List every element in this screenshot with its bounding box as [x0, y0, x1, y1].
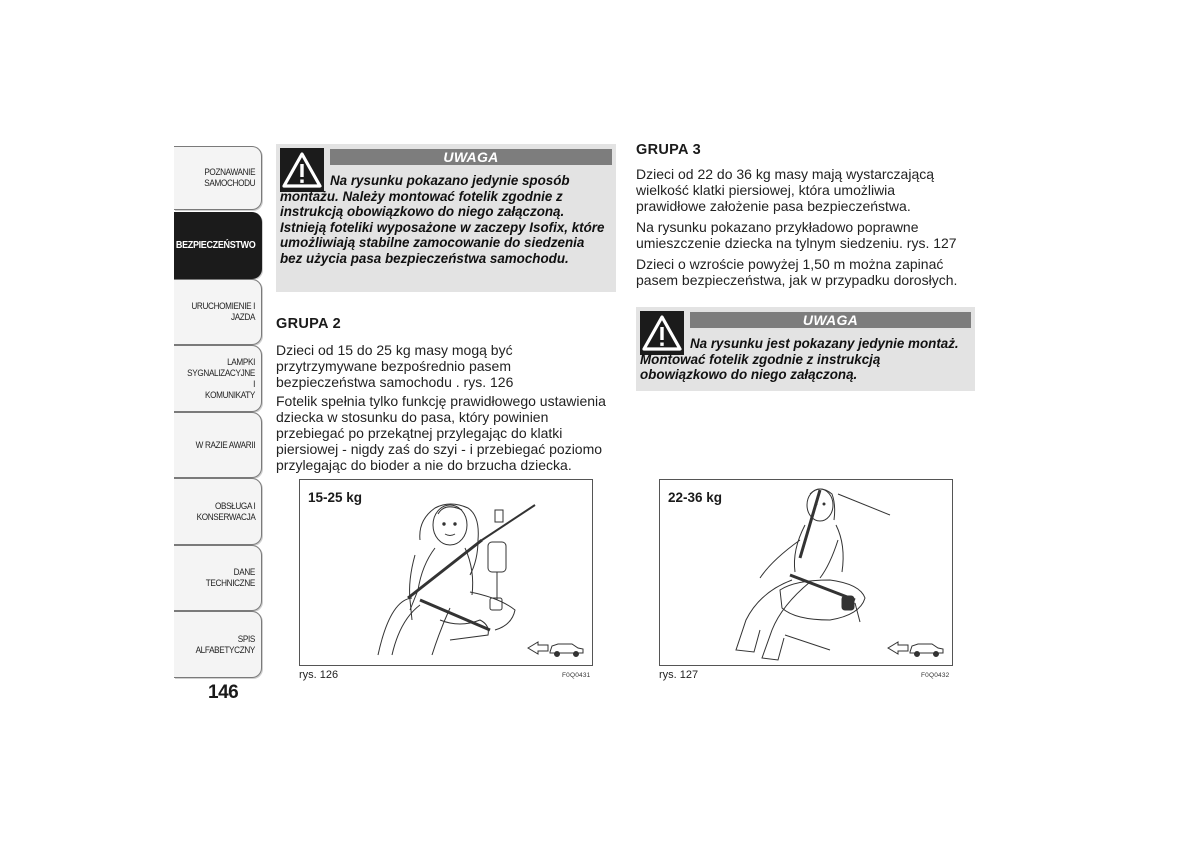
tab-dane-techniczne[interactable]: [174, 545, 262, 611]
section-heading-grupa-3: GRUPA 3: [636, 142, 701, 158]
tab-label: W RAZIE AWARII: [195, 439, 255, 451]
warning-box-left: [276, 144, 616, 292]
figure-weight-label: 15-25 kg: [308, 490, 363, 505]
figure-caption: rys. 126: [299, 669, 339, 681]
tab-label: BEZPIECZEŃSTWO: [175, 239, 255, 251]
tab-uruchomienie-i-jazda[interactable]: [174, 279, 262, 345]
child-seated-illustration: [660, 480, 952, 665]
tab-label: DANE TECHNICZNE: [205, 567, 255, 589]
tab-lampki-sygnalizacyjne[interactable]: [174, 345, 262, 412]
warning-title: UWAGA: [330, 149, 612, 165]
figure-weight-label: 22-36 kg: [668, 490, 723, 505]
warning-title: UWAGA: [690, 312, 971, 328]
figure-code: F0Q0431: [562, 672, 591, 679]
paragraph: Dzieci od 22 do 36 kg masy mają wystarczającą wielkość klatki piersiowej, która umożliwia prawidłowe założenie pasa bezpieczeństwa.: [636, 166, 935, 214]
figure-code: F0Q0432: [921, 672, 950, 679]
figure-126: [299, 479, 593, 666]
tab-label: POZNAWANIE SAMOCHODU: [204, 167, 255, 189]
figure-127: [659, 479, 953, 666]
tab-spis-alfabetyczny[interactable]: [174, 611, 262, 678]
tab-w-razie-awarii[interactable]: [174, 412, 262, 478]
paragraph: Fotelik spełnia tylko funkcję prawidłowego ustawienia dziecka w stosunku do pasa, który powinien przebiegać po przekątnej przylegając do klatki piersiowej - nigdy zaś do szyi - i przebiegać poziomo przylegając do bioder a nie do brzucha dziecka.: [276, 393, 606, 473]
tab-poznawanie-samochodu[interactable]: [174, 146, 262, 210]
page-number: 146: [208, 682, 239, 703]
warning-text: Na rysunku jest pokazany jedynie montaż. Montować fotelik zgodnie z instrukcją obowiązkowo do niego załączoną.: [640, 336, 959, 383]
tab-obsluga-i-konserwacja[interactable]: [174, 478, 262, 545]
warning-text: Na rysunku pokazano jedynie sposób montażu. Należy montować fotelik zgodnie z instrukcją obowiązkowo do niego załączoną. Istnieją foteliki wyposażone w zaczepy Isofix, które umożliwiają stabilne zamocowanie do siedzenia bez użycia pasa bezpieczeństwa samochodu.: [280, 173, 605, 266]
warning-box-right: [636, 307, 975, 391]
tab-bezpieczenstwo[interactable]: [174, 212, 262, 279]
tab-label: OBSŁUGA I KONSERWACJA: [196, 500, 255, 523]
figure-caption: rys. 127: [659, 669, 699, 681]
section-heading-grupa-2: GRUPA 2: [276, 316, 341, 332]
tab-label: LAMPKI SYGNALIZACYJNE I KOMUNIKATY: [187, 356, 255, 401]
paragraph: Dzieci o wzroście powyżej 1,50 m można zapinać pasem bezpieczeństwa, jak w przypadku dorosłych.: [636, 256, 958, 288]
tab-label: SPIS ALFABETYCZNY: [195, 633, 255, 656]
tab-label: URUCHOMIENIE I JAZDA: [191, 301, 255, 323]
paragraph: Dzieci od 15 do 25 kg masy mogą być przytrzymywane bezpośrednio pasem bezpieczeństwa samochodu . rys. 126: [276, 342, 514, 390]
paragraph: Na rysunku pokazano przykładowo poprawne umieszczenie dziecka na tylnym siedzeniu. rys. 127: [636, 219, 957, 251]
child-booster-seat-illustration: [300, 480, 592, 665]
